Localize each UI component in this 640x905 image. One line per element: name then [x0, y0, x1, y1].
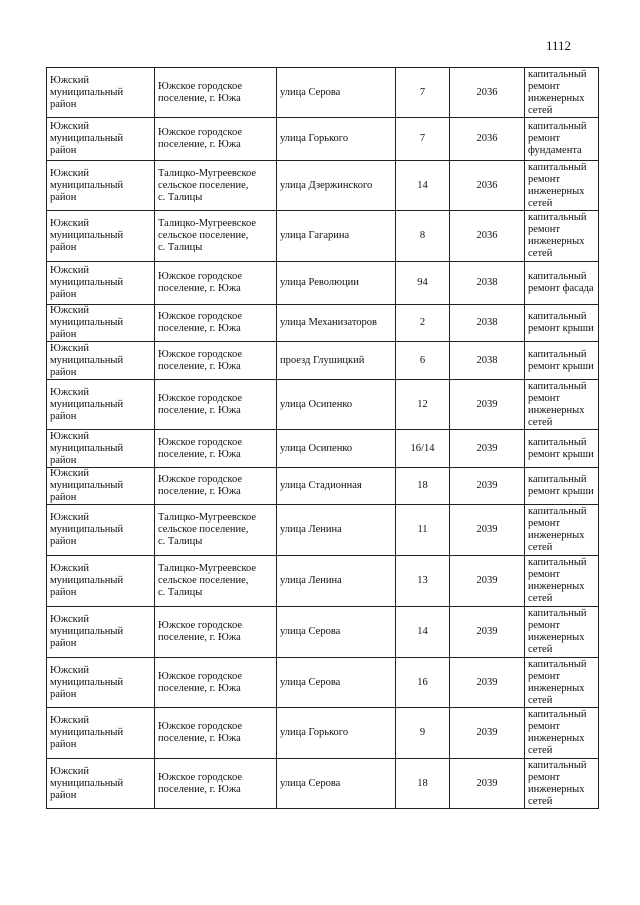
house-number-cell: 9: [396, 708, 450, 759]
work-type-line: инженерных: [528, 733, 585, 744]
settlement-line: с. Талицы: [158, 191, 203, 203]
settlement-cell: [155, 68, 277, 118]
work-type-line: сетей: [528, 197, 553, 209]
district-line: Южский: [50, 167, 89, 179]
work-type-line: ремонт крыши: [528, 486, 594, 497]
settlement-cell: [155, 262, 277, 305]
repair-year-cell: 2039: [450, 607, 525, 658]
work-type-line: инженерных: [528, 581, 585, 592]
settlement-line: Южское городское: [158, 271, 242, 282]
table-row: [47, 211, 599, 262]
work-type-line: капитальный: [528, 271, 587, 282]
house-number-cell: 7: [396, 118, 450, 161]
work-type-line: ремонт крыши: [528, 448, 594, 460]
work-type-cell: [525, 607, 599, 658]
district-line: муниципальный: [50, 277, 124, 288]
work-type-line: инженерных: [528, 404, 585, 416]
work-type-line: инженерных: [528, 92, 585, 104]
settlement-cell: [155, 305, 277, 342]
work-type-line: сетей: [528, 694, 553, 706]
district-line: район: [50, 536, 77, 547]
settlement-cell: [155, 759, 277, 809]
work-type-line: капитальный: [528, 348, 587, 360]
work-type-cell: [525, 430, 599, 468]
settlement-line: поселение, г. Южа: [158, 448, 241, 460]
district-line: Южский: [50, 430, 89, 442]
repair-year-cell: 2039: [450, 708, 525, 759]
district-line: муниципальный: [50, 626, 124, 637]
work-type-line: сетей: [528, 593, 553, 604]
work-type-line: капитальный: [528, 506, 587, 517]
work-type-line: инженерных: [528, 783, 585, 795]
district-cell: [47, 161, 155, 211]
settlement-line: сельское поселение,: [158, 230, 249, 241]
district-line: муниципальный: [50, 575, 124, 586]
work-type-cell: [525, 342, 599, 380]
street-cell: улица Дзержинского: [277, 161, 396, 211]
repair-year-cell: 2038: [450, 342, 525, 380]
repair-year-cell: 2039: [450, 658, 525, 708]
district-line: муниципальный: [50, 727, 124, 738]
page-number: 1112: [546, 38, 572, 53]
work-type-line: сетей: [528, 248, 553, 259]
repair-year-cell: 2039: [450, 468, 525, 505]
settlement-line: Талицко-Мугреевское: [158, 218, 257, 229]
street-cell: улица Осипенко: [277, 380, 396, 430]
work-type-line: капитальный: [528, 557, 587, 568]
settlement-cell: [155, 505, 277, 556]
settlement-line: поселение, г. Южа: [158, 139, 241, 150]
settlement-line: поселение, г. Южа: [158, 360, 241, 372]
settlement-line: сельское поселение,: [158, 524, 249, 535]
table-row: [47, 305, 599, 342]
house-number-cell: 94: [396, 262, 450, 305]
district-line: муниципальный: [50, 354, 124, 366]
district-line: район: [50, 638, 77, 649]
table-row: [47, 262, 599, 305]
district-cell: [47, 759, 155, 809]
work-type-cell: [525, 708, 599, 759]
work-type-line: ремонт: [528, 518, 561, 529]
table-row: [47, 759, 599, 809]
work-type-cell: [525, 305, 599, 342]
house-number-cell: 6: [396, 342, 450, 380]
district-cell: [47, 468, 155, 505]
district-cell: [47, 211, 155, 262]
settlement-cell: [155, 708, 277, 759]
work-type-line: сетей: [528, 745, 553, 756]
work-type-line: ремонт крыши: [528, 360, 594, 372]
house-number-cell: 16: [396, 658, 450, 708]
work-type-cell: [525, 68, 599, 118]
work-type-cell: [525, 380, 599, 430]
district-line: муниципальный: [50, 442, 124, 454]
district-cell: [47, 505, 155, 556]
settlement-line: Южское городское: [158, 474, 242, 485]
table-row: [47, 118, 599, 161]
district-line: муниципальный: [50, 133, 124, 144]
house-number-cell: 18: [396, 759, 450, 809]
district-cell: [47, 305, 155, 342]
work-type-cell: [525, 658, 599, 708]
house-number-cell: 12: [396, 380, 450, 430]
street-cell: улица Серова: [277, 607, 396, 658]
street-cell: улица Ленина: [277, 556, 396, 607]
house-number-cell: 16/14: [396, 430, 450, 468]
work-type-line: сетей: [528, 542, 553, 553]
work-type-line: ремонт: [528, 569, 561, 580]
district-line: Южский: [50, 563, 89, 574]
district-cell: [47, 118, 155, 161]
district-line: район: [50, 492, 77, 503]
district-cell: [47, 342, 155, 380]
work-type-line: ремонт: [528, 392, 561, 404]
work-type-line: ремонт: [528, 80, 561, 92]
district-line: район: [50, 366, 77, 378]
settlement-line: Южское городское: [158, 127, 242, 138]
repair-year-cell: 2038: [450, 262, 525, 305]
table-row: [47, 658, 599, 708]
district-line: Южский: [50, 74, 89, 86]
table-row: [47, 68, 599, 118]
table-row: [47, 607, 599, 658]
district-line: муниципальный: [50, 179, 124, 191]
house-number-cell: 18: [396, 468, 450, 505]
district-cell: [47, 68, 155, 118]
work-type-line: инженерных: [528, 632, 585, 643]
settlement-cell: [155, 430, 277, 468]
repair-year-cell: 2039: [450, 505, 525, 556]
settlement-cell: [155, 380, 277, 430]
settlement-line: Талицко-Мугреевское: [158, 512, 257, 523]
settlement-cell: [155, 118, 277, 161]
settlement-line: с. Талицы: [158, 587, 203, 598]
district-line: Южский: [50, 765, 89, 777]
work-type-line: сетей: [528, 644, 553, 655]
settlement-line: с. Талицы: [158, 242, 203, 253]
settlement-line: Южское городское: [158, 721, 242, 732]
work-type-line: капитальный: [528, 68, 587, 80]
district-line: муниципальный: [50, 317, 124, 328]
district-line: район: [50, 789, 77, 801]
work-type-cell: [525, 505, 599, 556]
work-type-line: инженерных: [528, 185, 585, 197]
work-type-line: капитальный: [528, 608, 587, 619]
table-row: [47, 468, 599, 505]
district-line: район: [50, 454, 77, 466]
table-row: [47, 161, 599, 211]
table-row: [47, 505, 599, 556]
work-type-line: фундамента: [528, 145, 582, 156]
work-type-cell: [525, 556, 599, 607]
work-type-line: капитальный: [528, 474, 587, 485]
district-line: Южский: [50, 512, 89, 523]
work-type-line: капитальный: [528, 212, 587, 223]
work-type-line: ремонт: [528, 670, 561, 682]
work-type-cell: [525, 161, 599, 211]
table-row: [47, 430, 599, 468]
work-type-line: капитальный: [528, 436, 587, 448]
settlement-cell: [155, 556, 277, 607]
street-cell: проезд Глушицкий: [277, 342, 396, 380]
work-type-line: инженерных: [528, 682, 585, 694]
settlement-cell: [155, 468, 277, 505]
house-number-cell: 14: [396, 607, 450, 658]
district-line: муниципальный: [50, 86, 124, 98]
district-cell: [47, 262, 155, 305]
settlement-line: сельское поселение,: [158, 575, 249, 586]
settlement-line: Южское городское: [158, 670, 242, 682]
repair-year-cell: 2038: [450, 305, 525, 342]
table-row: [47, 342, 599, 380]
table-row: [47, 556, 599, 607]
housing-repair-table: [46, 67, 599, 809]
settlement-line: поселение, г. Южа: [158, 283, 241, 294]
district-line: Южский: [50, 218, 89, 229]
district-line: район: [50, 688, 77, 700]
district-line: Южский: [50, 386, 89, 398]
settlement-line: Южское городское: [158, 436, 242, 448]
repair-year-cell: 2036: [450, 68, 525, 118]
district-line: муниципальный: [50, 230, 124, 241]
district-line: район: [50, 98, 77, 110]
work-type-line: сетей: [528, 416, 553, 428]
work-type-line: капитальный: [528, 311, 587, 322]
district-line: Южский: [50, 342, 89, 354]
district-line: район: [50, 410, 77, 422]
house-number-cell: 11: [396, 505, 450, 556]
settlement-line: Южское городское: [158, 80, 242, 92]
work-type-line: капитальный: [528, 709, 587, 720]
district-line: Южский: [50, 715, 89, 726]
street-cell: улица Серова: [277, 68, 396, 118]
house-number-cell: 14: [396, 161, 450, 211]
district-line: Южский: [50, 468, 89, 479]
street-cell: улица Гагарина: [277, 211, 396, 262]
work-type-line: сетей: [528, 795, 553, 807]
settlement-cell: [155, 658, 277, 708]
settlement-line: Талицко-Мугреевское: [158, 167, 257, 179]
street-cell: улица Горького: [277, 708, 396, 759]
settlement-line: Южское городское: [158, 348, 242, 360]
settlement-line: поселение, г. Южа: [158, 632, 241, 643]
work-type-line: капитальный: [528, 161, 587, 173]
street-cell: улица Стадионная: [277, 468, 396, 505]
street-cell: улица Революции: [277, 262, 396, 305]
district-cell: [47, 556, 155, 607]
repair-year-cell: 2039: [450, 759, 525, 809]
settlement-cell: [155, 342, 277, 380]
repair-year-cell: 2036: [450, 118, 525, 161]
settlement-line: сельское поселение,: [158, 179, 249, 191]
district-line: район: [50, 191, 77, 203]
table-body: [47, 68, 599, 809]
work-type-line: капитальный: [528, 759, 587, 771]
settlement-cell: [155, 161, 277, 211]
settlement-line: Южское городское: [158, 620, 242, 631]
house-number-cell: 8: [396, 211, 450, 262]
settlement-line: поселение, г. Южа: [158, 783, 241, 795]
work-type-line: ремонт: [528, 173, 561, 185]
district-line: Южский: [50, 121, 89, 132]
district-line: Южский: [50, 664, 89, 676]
table-row: [47, 380, 599, 430]
district-line: район: [50, 587, 77, 598]
settlement-line: поселение, г. Южа: [158, 404, 241, 416]
work-type-cell: [525, 759, 599, 809]
work-type-line: ремонт крыши: [528, 323, 594, 334]
repair-year-cell: 2039: [450, 380, 525, 430]
work-type-line: капитальный: [528, 658, 587, 670]
repair-year-cell: 2039: [450, 556, 525, 607]
district-line: район: [50, 242, 77, 253]
street-cell: улица Механизаторов: [277, 305, 396, 342]
street-cell: улица Горького: [277, 118, 396, 161]
district-line: Южский: [50, 305, 89, 316]
work-type-line: капитальный: [528, 121, 587, 132]
district-line: район: [50, 329, 77, 340]
house-number-cell: 7: [396, 68, 450, 118]
district-cell: [47, 430, 155, 468]
work-type-cell: [525, 262, 599, 305]
settlement-line: Южское городское: [158, 392, 242, 404]
district-cell: [47, 658, 155, 708]
district-cell: [47, 607, 155, 658]
settlement-line: Южское городское: [158, 771, 242, 783]
settlement-line: поселение, г. Южа: [158, 92, 241, 104]
settlement-cell: [155, 607, 277, 658]
settlement-line: Южское городское: [158, 311, 242, 322]
settlement-line: поселение, г. Южа: [158, 486, 241, 497]
work-type-line: ремонт: [528, 133, 561, 144]
repair-year-cell: 2039: [450, 430, 525, 468]
work-type-line: капитальный: [528, 380, 587, 392]
settlement-line: поселение, г. Южа: [158, 682, 241, 694]
work-type-cell: [525, 211, 599, 262]
district-line: район: [50, 289, 77, 300]
work-type-line: инженерных: [528, 236, 585, 247]
street-cell: улица Серова: [277, 759, 396, 809]
work-type-line: ремонт: [528, 224, 561, 235]
work-type-line: инженерных: [528, 530, 585, 541]
district-line: район: [50, 145, 77, 156]
district-line: муниципальный: [50, 480, 124, 491]
street-cell: улица Осипенко: [277, 430, 396, 468]
repair-year-cell: 2036: [450, 211, 525, 262]
table-row: [47, 708, 599, 759]
work-type-cell: [525, 468, 599, 505]
settlement-line: поселение, г. Южа: [158, 733, 241, 744]
work-type-line: ремонт: [528, 771, 561, 783]
house-number-cell: 2: [396, 305, 450, 342]
district-line: Южский: [50, 265, 89, 276]
district-line: муниципальный: [50, 524, 124, 535]
repair-year-cell: 2036: [450, 161, 525, 211]
work-type-line: ремонт: [528, 620, 561, 631]
work-type-line: ремонт фасада: [528, 283, 594, 294]
district-line: муниципальный: [50, 777, 124, 789]
settlement-line: с. Талицы: [158, 536, 203, 547]
settlement-line: Талицко-Мугреевское: [158, 563, 257, 574]
settlement-line: поселение, г. Южа: [158, 323, 241, 334]
settlement-cell: [155, 211, 277, 262]
district-cell: [47, 708, 155, 759]
district-line: муниципальный: [50, 398, 124, 410]
house-number-cell: 13: [396, 556, 450, 607]
street-cell: улица Серова: [277, 658, 396, 708]
district-cell: [47, 380, 155, 430]
work-type-cell: [525, 118, 599, 161]
district-line: Южский: [50, 614, 89, 625]
work-type-line: ремонт: [528, 721, 561, 732]
district-line: район: [50, 739, 77, 750]
work-type-line: сетей: [528, 104, 553, 116]
street-cell: улица Ленина: [277, 505, 396, 556]
district-line: муниципальный: [50, 676, 124, 688]
